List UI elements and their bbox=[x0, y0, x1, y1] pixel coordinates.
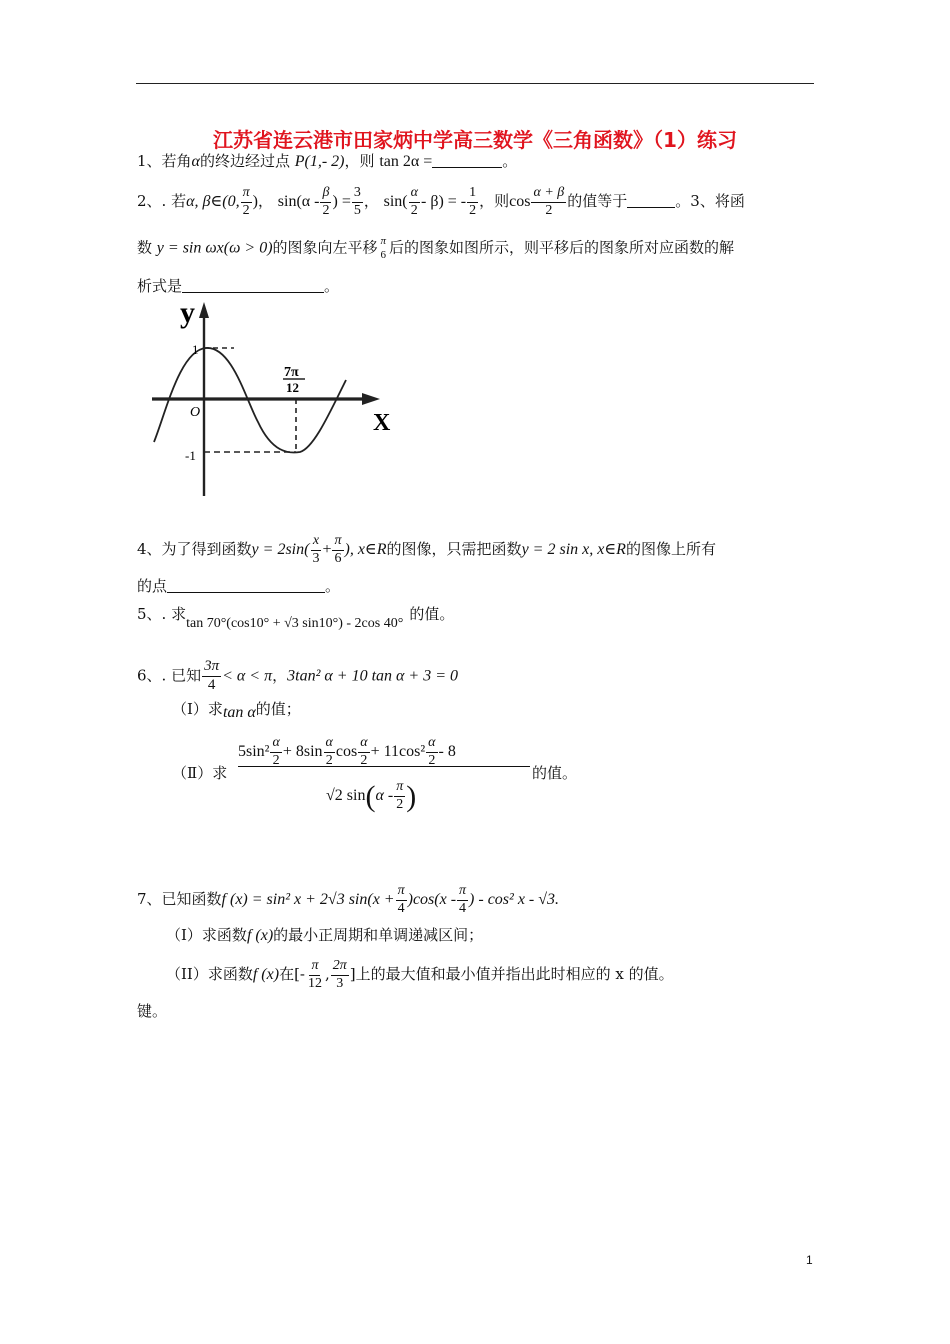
page-number: 1 bbox=[806, 1253, 813, 1267]
question-6-part-1: （Ⅰ）求tan α的值； bbox=[172, 700, 301, 721]
answer-blank bbox=[432, 167, 502, 168]
question-5: 5、. 求tan 70°(cos10° + √3 sin10°) - 2cos 40°的值。 bbox=[137, 605, 455, 631]
expression-numerator: 5sin² $\frac{\alpha}{2}$ + 8sin $\frac{\alpha}{2}$ cos $\frac{\alpha}{2}$ + 11cos² $\frac{\alpha}{2}$ - 8 bbox=[238, 730, 530, 767]
y-label: y bbox=[180, 296, 195, 329]
trailing-text: 键。 bbox=[137, 1002, 168, 1020]
expression-denominator: √2 sin(α - $\frac{\pi}{2}$ ) bbox=[326, 779, 417, 813]
sine-graph bbox=[148, 292, 398, 504]
question-1: 1、若角α的终边经过点 P(1,- 2)，则 tan 2α = 。 bbox=[137, 152, 518, 170]
question-2: 2、. 若α, β∈(0, $\frac{\pi}{2}$ )， sin(α - $\frac{\beta}{2}$ ) = $\frac{3}{5}$ ， sin( $\frac{\alpha}{2}$ - β) = - $\frac{1}{2}$ ，则cos $\frac{\alpha + \beta}{2}$ 的值等于 。3、将函 bbox=[137, 185, 745, 218]
y-axis-arrow bbox=[199, 302, 209, 318]
question-3-line-2: 析式是 。 bbox=[137, 277, 340, 295]
tick-denominator: 12 bbox=[286, 380, 299, 395]
question-7: 7、已知函数f (x) = sin² x + 2√3 sin(x + $\frac{\pi}{4}$ )cos(x - $\frac{\pi}{4}$ ) - cos² x - √3. bbox=[137, 883, 560, 916]
x-label: X bbox=[373, 410, 391, 436]
header-rule bbox=[136, 83, 814, 84]
page-title: 江苏省连云港市田家炳中学高三数学《三角函数》（1）练习 bbox=[213, 128, 737, 152]
answer-blank bbox=[167, 592, 325, 593]
tick-numerator: 7π bbox=[284, 365, 299, 380]
max-label: 1 bbox=[192, 342, 199, 357]
question-4: 4、为了得到函数y = 2sin( $\frac{x}{3}$ + $\frac{\pi}{6}$ ), x∈R的图像，只需把函数y = 2 sin x, x∈R的图像上所有 bbox=[137, 533, 716, 566]
answer-blank bbox=[627, 207, 675, 208]
question-6-part-2-label: （Ⅱ）求 bbox=[172, 764, 228, 782]
question-6-part-2-tail: 的值。 bbox=[532, 764, 578, 782]
question-7-part-1: （I）求函数f (x)的最小正周期和单调递减区间； bbox=[166, 926, 484, 944]
min-label: -1 bbox=[185, 448, 196, 463]
x-axis-arrow bbox=[362, 393, 380, 405]
question-4-line-2: 的点 。 bbox=[137, 577, 341, 595]
question-7-part-2: （II）求函数f (x)在[- $\frac{\pi}{12}$ , $\frac{2\pi}{3}$ ]上的最大值和最小值并指出此时相应的 x 的值。 bbox=[166, 958, 674, 991]
origin-label: O bbox=[190, 405, 201, 420]
question-3: 数 y = sin ωx(ω > 0)的图象向左平移 π 6 后的图象如图所示，则平移后的图象所对应函数的解 bbox=[137, 235, 735, 261]
question-6: 6、. 已知 $\frac{3\pi}{4}$ < α < π，3tan² α + 10 tan α + 3 = 0 bbox=[137, 658, 459, 693]
